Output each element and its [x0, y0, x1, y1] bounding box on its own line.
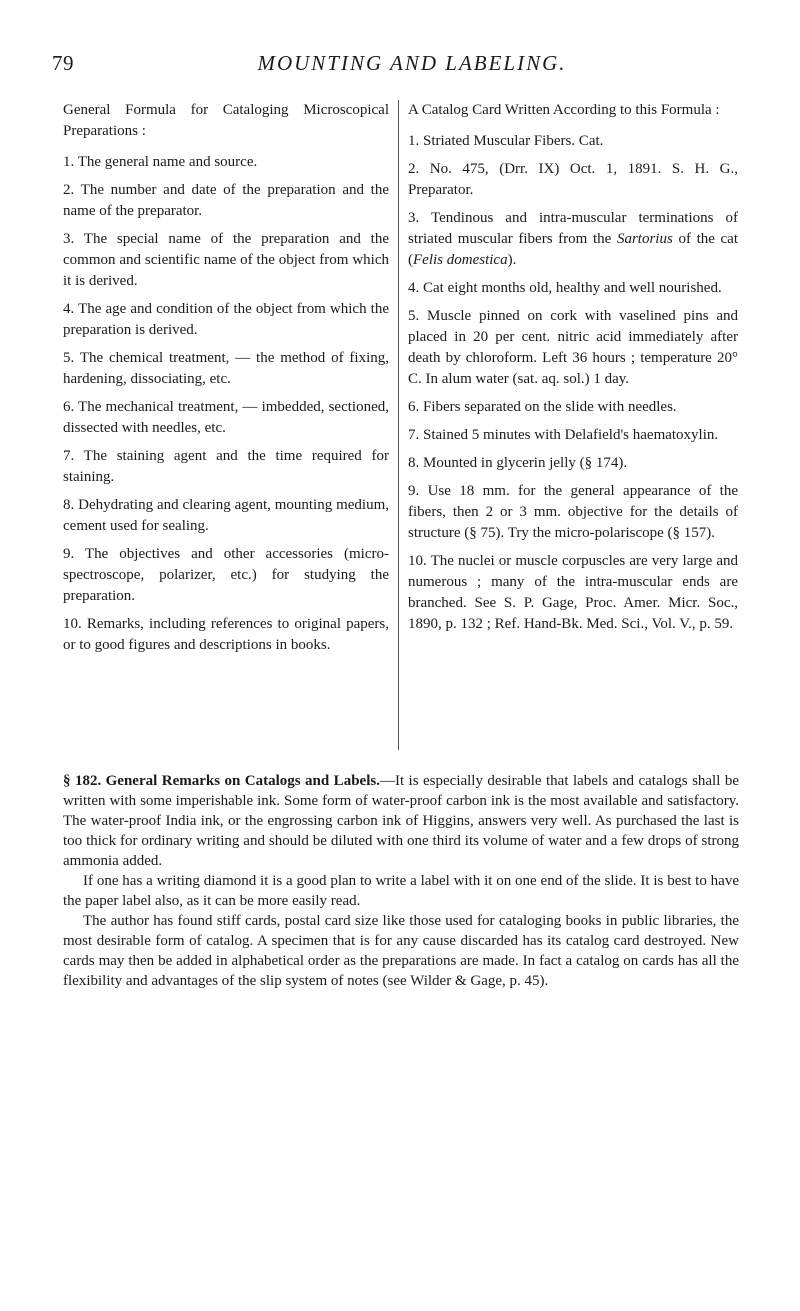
card-item: 10. The nuclei or muscle corpuscles are very large and numerous ; many of the intra-muscular ends are branched. See S. P. Gage, Proc. Amer. Micr. Soc., 1890, p. 132 ; Ref. Hand-Bk. Med. Sci., Vol. V., p. 59.: [408, 553, 738, 632]
card-item: 5. Muscle pinned on cork with vaselined pins and placed in 20 per cent. nitric acid immediately after death by chloroform. Left 36 hours ; temperature 20° C. In alum water (sat. aq. sol.) 1 day.: [408, 308, 738, 387]
formula-item: 3. The special name of the preparation and the common and scientific name of the object from which it is derived.: [63, 231, 389, 289]
card-item: 8. Mounted in glycerin jelly (§ 174).: [408, 455, 628, 471]
page-header: [52, 51, 772, 81]
card-item-text: 3. Tendinous and intra-muscular terminations of striated muscular fibers from the: [408, 210, 738, 247]
paragraph: The author has found stiff cards, postal card size like those used for cataloging books in public libraries, the most desirable form of catalog. A specimen that is for any cause discarded has its catalog card destroyed. New cards may then be added in alphabetical order as the preparations are made. In fact a catalog on cards has all the flexibility and advantages of the slip system of notes (see Wilder & Gage, p. 45).: [63, 913, 739, 989]
card-item: 2. No. 475, (Drr. IX) Oct. 1, 1891. S. H. G., Preparator.: [408, 161, 738, 198]
card-item-text: of the cat (: [408, 231, 739, 268]
card-item: 1. Striated Muscular Fibers. Cat.: [408, 133, 604, 149]
species-name: Sartorius: [616, 231, 673, 247]
formula-item: 5. The chemical treatment, — the method of fixing, hardening, dissociating, etc.: [63, 350, 389, 387]
card-item: 6. Fibers separated on the slide with needles.: [408, 399, 677, 415]
paragraph: [63, 771, 739, 871]
formula-item: 10. Remarks, including references to original papers, or to good figures and descriptions in books.: [63, 616, 389, 653]
card-item: [408, 208, 738, 271]
species-name: Felis domestica: [413, 252, 508, 268]
card-item: 4. Cat eight months old, healthy and well nourished.: [408, 280, 722, 296]
formula-column: [63, 100, 389, 663]
formula-item: 8. Dehydrating and clearing agent, mounting medium, cement used for sealing.: [63, 497, 389, 534]
card-item-text: ).: [507, 252, 517, 268]
formula-item: 7. The staining agent and the time required for staining.: [63, 448, 389, 485]
section-title: § 182. General Remarks on Catalogs and Labels.: [63, 773, 380, 789]
body-text: [63, 771, 739, 991]
page-number: 79: [52, 51, 74, 75]
column-divider: [398, 100, 399, 750]
catalog-card-column: [408, 100, 738, 642]
formula-item: 6. The mechanical treatment, — imbedded, sectioned, dissected with needles, etc.: [63, 399, 389, 436]
formula-intro: General Formula for Cataloging Microscopical Preparations :: [63, 102, 389, 139]
paragraph: If one has a writing diamond it is a good plan to write a label with it on one end of the slide. It is best to have the paper label also, as it can be more easily read.: [63, 873, 739, 909]
card-intro: A Catalog Card Written According to this Formula :: [408, 102, 720, 118]
formula-item: 2. The number and date of the preparation and the name of the preparator.: [63, 182, 389, 219]
card-item: 7. Stained 5 minutes with Delafield's haematoxylin.: [408, 427, 719, 443]
card-item: 9. Use 18 mm. for the general appearance of the fibers, then 2 or 3 mm. objective for the details of structure (§ 75). Try the micro-polariscope (§ 157).: [408, 483, 738, 541]
formula-item: 9. The objectives and other accessories (micro-spectroscope, polarizer, etc.) for studying the preparation.: [63, 546, 389, 604]
running-title: MOUNTING AND LABELING.: [257, 51, 567, 75]
formula-item: 4. The age and condition of the object from which the preparation is derived.: [63, 301, 389, 338]
formula-item: 1. The general name and source.: [63, 154, 258, 170]
paragraph-text: —It is especially desirable that labels and catalogs shall be written with some imperishable ink. Some form of water-proof carbon ink is the most available and satisfactory. The water-proof India ink, or the engrossing carbon ink of Higgins, answers very well. As purchased the last is too thick for ordinary writing and should be diluted with one third its volume of water and a few drops of strong ammonia added.: [63, 773, 739, 869]
